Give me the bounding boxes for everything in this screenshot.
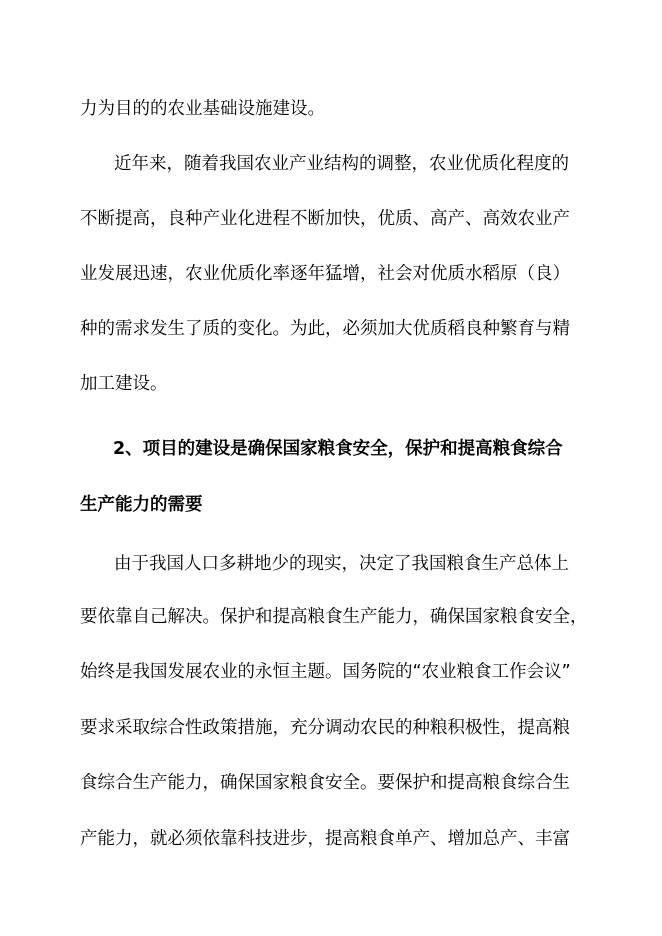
paragraph-3-line-2: 要依靠自己解决。保护和提高粮食生产能力，确保国家粮食安全， <box>80 607 588 627</box>
paragraph-1-line-1: 力为目的的农业基础设施建设。 <box>80 99 325 119</box>
paragraph-3-line-5: 食综合生产能力，确保国家粮食安全。要保护和提高粮食综合生 <box>80 773 570 793</box>
paragraph-3-line-4: 要求采取综合性政策措施，充分调动农民的种粮积极性，提高粮 <box>80 718 570 738</box>
section-heading-2-line-1: 2、项目的建设是确保国家粮食安全，保护和提高粮食综合 <box>113 439 563 459</box>
paragraph-2-line-4: 种的需求发生了质的变化。为此，必须加大优质稻良种繁育与精 <box>80 319 570 339</box>
section-heading-2-line-2: 生产能力的需要 <box>80 495 203 515</box>
paragraph-2-line-1: 近年来，随着我国农业产业结构的调整，农业优质化程度的 <box>114 154 569 174</box>
paragraph-2-line-5: 加工建设。 <box>80 374 168 394</box>
paragraph-2-line-3: 业发展迅速，农业优质化率逐年猛增，社会对优质水稻原（良） <box>80 264 570 284</box>
paragraph-3-line-3: 始终是我国发展农业的永恒主题。国务院的“农业粮食工作会议” <box>80 662 571 682</box>
paragraph-3-line-1: 由于我国人口多耕地少的现实，决定了我国粮食生产总体上 <box>114 554 569 574</box>
paragraph-3-line-6: 产能力，就必须依靠科技进步，提高粮食单产、增加总产、丰富 <box>80 829 570 849</box>
paragraph-2-line-2: 不断提高，良种产业化进程不断加快，优质、高产、高效农业产 <box>80 209 570 229</box>
